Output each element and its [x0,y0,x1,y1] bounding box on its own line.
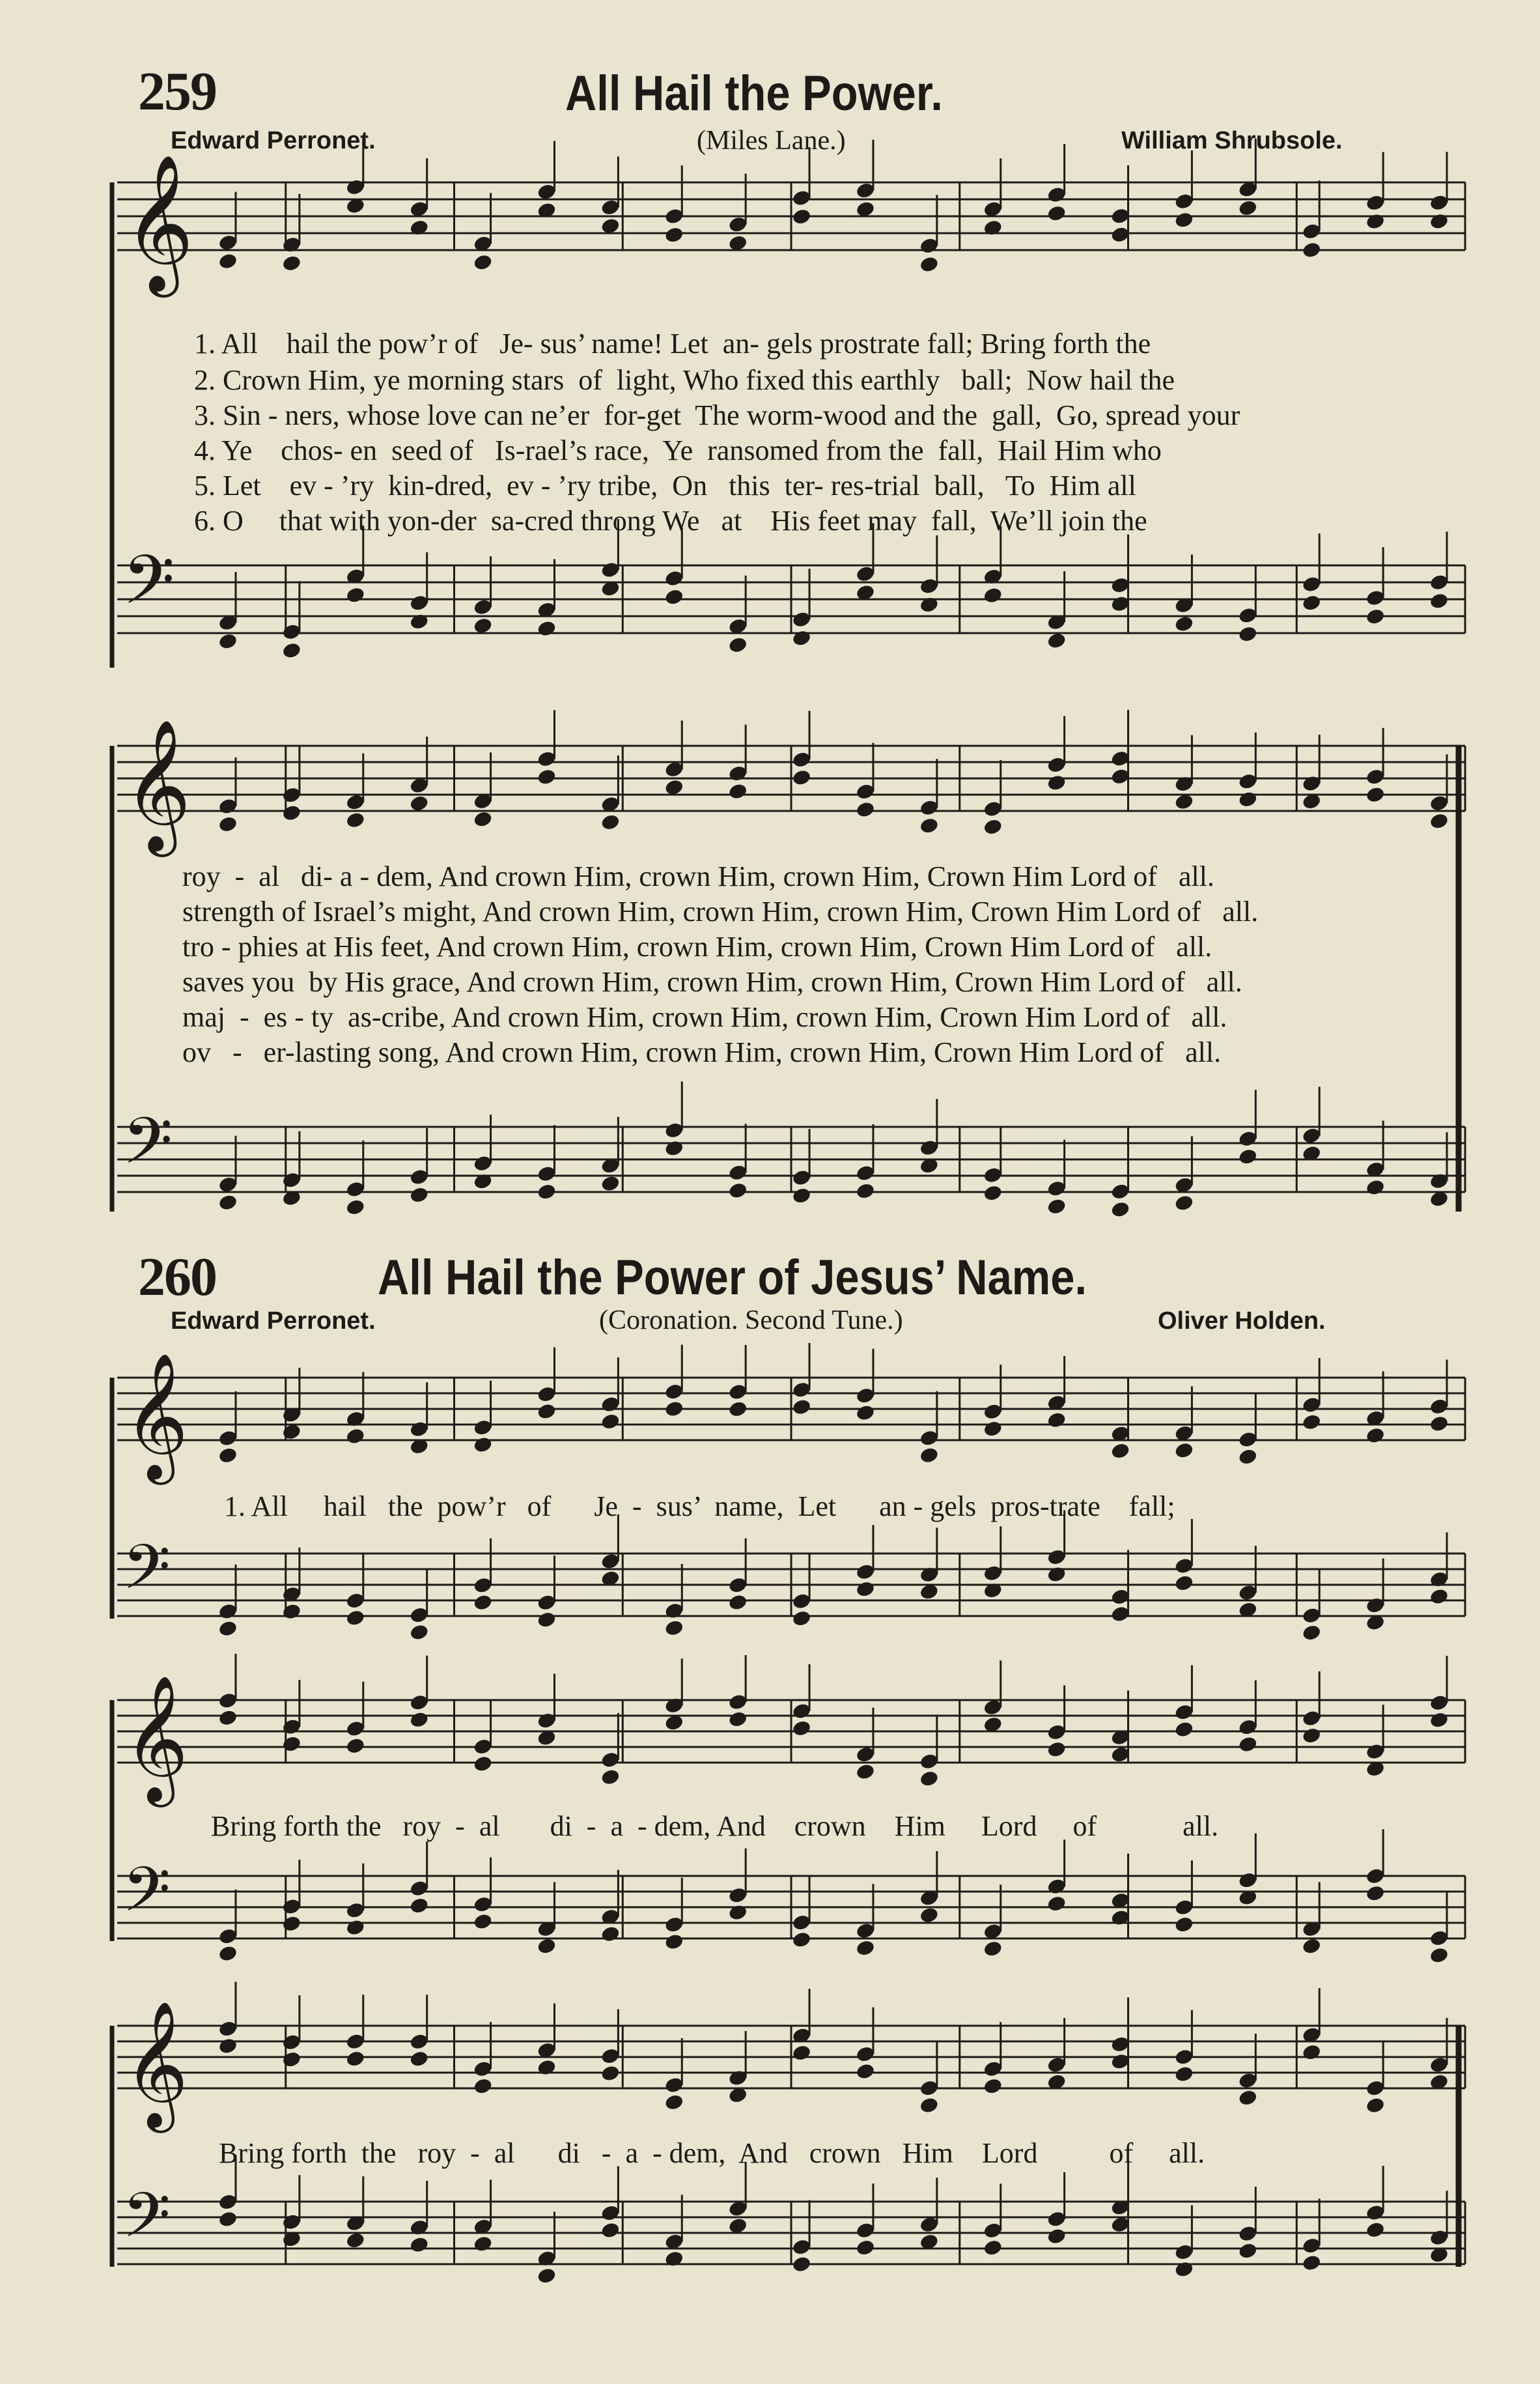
note-head [1429,212,1449,231]
note-head [537,619,557,638]
note-head [1174,1574,1194,1593]
note-head [537,1402,557,1421]
note-head [1174,1194,1194,1212]
note-head [345,1918,365,1937]
note-head [281,1602,301,1621]
note-head [1302,2254,1322,2272]
note-head [855,2062,875,2080]
note-head [409,1623,429,1641]
note-head [791,1187,811,1205]
note-head [281,1735,301,1753]
treble-clef: 𝄞 [124,1352,189,1479]
note-head [473,617,493,635]
note-head [217,2037,238,2055]
note-head [664,778,684,797]
note-head [1365,608,1385,626]
author-credit: Edward Perronet. [171,1307,376,1335]
note-head [855,1182,875,1200]
note-head [1302,1727,1322,1745]
note-head [537,768,557,786]
note-head [1174,2260,1194,2278]
note-head [409,1897,429,1915]
note-head [1238,790,1258,808]
note-head [409,2050,429,2068]
lyric-line: 1. All hail the pow’r of Je - sus’ name, Let an - gels pros-trate fall; [224,1490,1175,1522]
bass-clef: 𝄢 [122,1104,173,1195]
note-head [1429,1587,1449,1606]
verse-line: roy - al di- a - dem, And crown Him, crown Him, crown Him, Crown Him Lord of all. [182,860,1214,892]
note-head [855,2239,875,2257]
note-head [1046,632,1067,650]
note-head [600,2064,621,2082]
note-head [537,1937,557,1955]
note-head [1238,625,1258,644]
verse-line: strength of Israel’s might, And crown Him, crown Him, crown Him, Crown Him Lord of all. [182,896,1259,928]
lyric-line: Bring forth the roy - al di - a - dem, And crown Him Lord of all. [211,1810,1219,1842]
note-head [1046,2227,1067,2245]
note-head [1238,1735,1258,1753]
note-head [664,1139,684,1157]
note-head [537,2267,557,2285]
treble-clef: 𝄞 [124,2000,189,2127]
note-head [728,1400,748,1418]
note-head [473,2235,493,2253]
note-head [473,2077,493,2095]
bass-clef: 𝄢 [122,2179,171,2267]
note-head [983,1940,1003,1958]
note-head [728,1182,748,1200]
note-head [791,1931,811,1949]
note-head [728,1710,748,1729]
note-head [217,1447,238,1465]
verse-line: ov - er-lasting song, And crown Him, crown Him, crown Him, Crown Him Lord of all. [182,1036,1222,1068]
note-head [1046,1197,1067,1215]
hymn-number: 259 [138,61,216,122]
verse-line: saves you by His grace, And crown Him, crown Him, crown Him, Crown Him Lord of all. [182,966,1242,998]
note-head [664,588,684,606]
treble-clef: 𝄞 [124,719,191,851]
note-head [1429,1711,1449,1729]
note-head [728,1903,748,1922]
verse-line: maj - es - ty as-cribe, And crown Him, crown Him, crown Him, Crown Him Lord of all. [182,1001,1227,1033]
note-head [345,1427,365,1445]
note-head [600,1174,621,1193]
note-head [855,1939,875,1957]
note-head [1046,1895,1067,1913]
note-head [217,1193,238,1212]
note-head [600,1768,621,1786]
verse-line: 5. Let ev - ’ry kin-dred, ev - ’ry tribe, On this ter- res-trial ball, To Him all [194,470,1136,502]
note-head [600,1925,621,1943]
note-head [919,1446,939,1464]
note-head [983,1184,1003,1202]
note-head [409,1710,429,1729]
verse-line: 1. All hail the pow’r of Je- sus’ name! Let an- gels prostrate fall; Bring forth the [194,328,1151,360]
note-head [281,642,301,660]
note-head [345,1737,365,1755]
note-head [345,2232,365,2250]
note-head [1429,1946,1449,1965]
note-head [1302,1413,1322,1431]
bass-clef: 𝄢 [122,541,175,636]
note-head [473,810,493,829]
treble-clef: 𝄞 [124,153,194,291]
note-head [1365,1178,1385,1197]
bass-clef: 𝄢 [122,1531,171,1619]
tune-name: (Miles Lane.) [697,126,846,156]
note-head [664,1400,684,1418]
note-head [1238,2089,1258,2107]
note-head [791,2255,811,2273]
note-head [919,255,939,274]
note-head [217,816,238,834]
note-head [345,1199,365,1217]
note-head [791,208,811,226]
note-head [1046,205,1067,223]
composer-credit: Oliver Holden. [1158,1307,1326,1335]
note-head [1365,2096,1385,2114]
note-head [409,2235,429,2254]
note-head [217,1619,238,1638]
note-head [664,226,684,244]
note-head [664,1619,684,1637]
note-head [791,1398,811,1416]
note-head [537,1183,557,1201]
note-head [1429,1415,1449,1433]
note-head [791,1720,811,1738]
note-head [919,1906,939,1924]
note-head [473,1912,493,1931]
tune-name: (Coronation. Second Tune.) [599,1305,903,1335]
note-head [281,804,301,822]
note-head [1302,1624,1322,1642]
note-head [983,586,1003,604]
note-head [919,817,939,835]
note-head [791,629,811,647]
note-head [1302,2043,1322,2062]
note-head [1238,1148,1258,1166]
verse-line: 2. Crown Him, ye morning stars of light, Who fixed this earthly ball; Now hail the [194,364,1175,396]
note-head [1365,786,1385,804]
note-head [473,253,493,272]
note-head [281,2051,301,2069]
note-head [473,1593,493,1611]
note-head [345,811,365,829]
note-head [728,1593,748,1611]
note-head [1365,1884,1385,1903]
note-head [983,818,1003,836]
note-head [983,1420,1003,1438]
note-head [919,1770,939,1788]
note-head [1302,241,1322,259]
note-head [345,586,365,604]
note-head [345,2050,365,2068]
note-head [1174,1441,1194,1460]
note-head [600,813,621,831]
note-head [1046,774,1067,792]
note-head [983,2077,1003,2095]
note-head [1174,2065,1194,2083]
lyric-line: Bring forth the roy - al di - a - dem, And crown Him Lord of all. [219,2137,1205,2169]
note-head [1365,2221,1385,2239]
composer-credit: William Shrubsole. [1121,127,1343,154]
note-head [1238,2242,1258,2260]
hymn-number: 260 [138,1247,216,1307]
note-head [281,1423,301,1441]
verse-line: 6. O that with yon-der sa-cred throng We at His feet may fall, We’ll join the [194,505,1147,537]
note-head [1046,1411,1067,1429]
note-head [855,1763,875,1781]
note-head [664,2093,684,2112]
note-head [728,782,748,801]
bass-clef: 𝄢 [122,1854,171,1941]
note-head [281,1915,301,1933]
note-head [1174,615,1194,633]
note-head [217,252,238,270]
verse-line: 4. Ye chos- en seed of Is-rael’s race, Ye ransomed from the fall, Hail Him who [194,434,1162,466]
note-head [855,801,875,819]
note-head [217,1944,238,1963]
note-head [600,1413,621,1431]
note-head [345,1609,365,1627]
verse-line: 3. Sin - ners, whose love can ne’er for-get The worm-wood and the gall, Go, spread your [194,399,1240,431]
note-head [855,1404,875,1422]
note-head [217,1709,238,1727]
note-head [791,769,811,787]
note-head [1429,592,1449,610]
note-head [855,1580,875,1598]
hymn-title: All Hail the Power of Jesus’ Name. [378,1250,1087,1305]
note-head [217,632,238,651]
note-head [281,254,301,272]
note-head [791,1610,811,1628]
note-head [1174,1720,1194,1738]
hymn-title: All Hail the Power. [565,66,943,121]
note-head [1046,1740,1067,1759]
verse-line: tro - phies at His feet, And crown Him, crown Him, crown Him, Crown Him Lord of all. [182,931,1212,963]
note-head [983,2239,1003,2257]
note-head [537,2058,557,2077]
note-head [664,1933,684,1951]
note-head [1238,1448,1258,1466]
note-head [1174,211,1194,229]
note-head [1302,594,1322,612]
note-head [1365,1426,1385,1445]
note-head [728,636,748,654]
note-head [473,1436,493,1454]
note-head [1429,812,1449,830]
note-head [473,1755,493,1773]
note-head [1110,1442,1130,1460]
note-head [217,2210,238,2228]
note-head [1174,1916,1194,1934]
note-head [600,2221,621,2239]
note-head [409,1186,429,1204]
note-head [919,2096,939,2114]
note-head [537,1611,557,1629]
note-head [664,2250,684,2268]
note-head [1046,1565,1067,1583]
note-head [1110,1200,1130,1219]
note-head [1365,212,1385,231]
treble-clef: 𝄞 [124,1674,189,1802]
note-head [791,2044,811,2062]
note-head [1302,1937,1322,1955]
note-head [1238,199,1258,218]
author-credit: Edward Perronet. [171,127,376,154]
note-head [409,795,429,813]
